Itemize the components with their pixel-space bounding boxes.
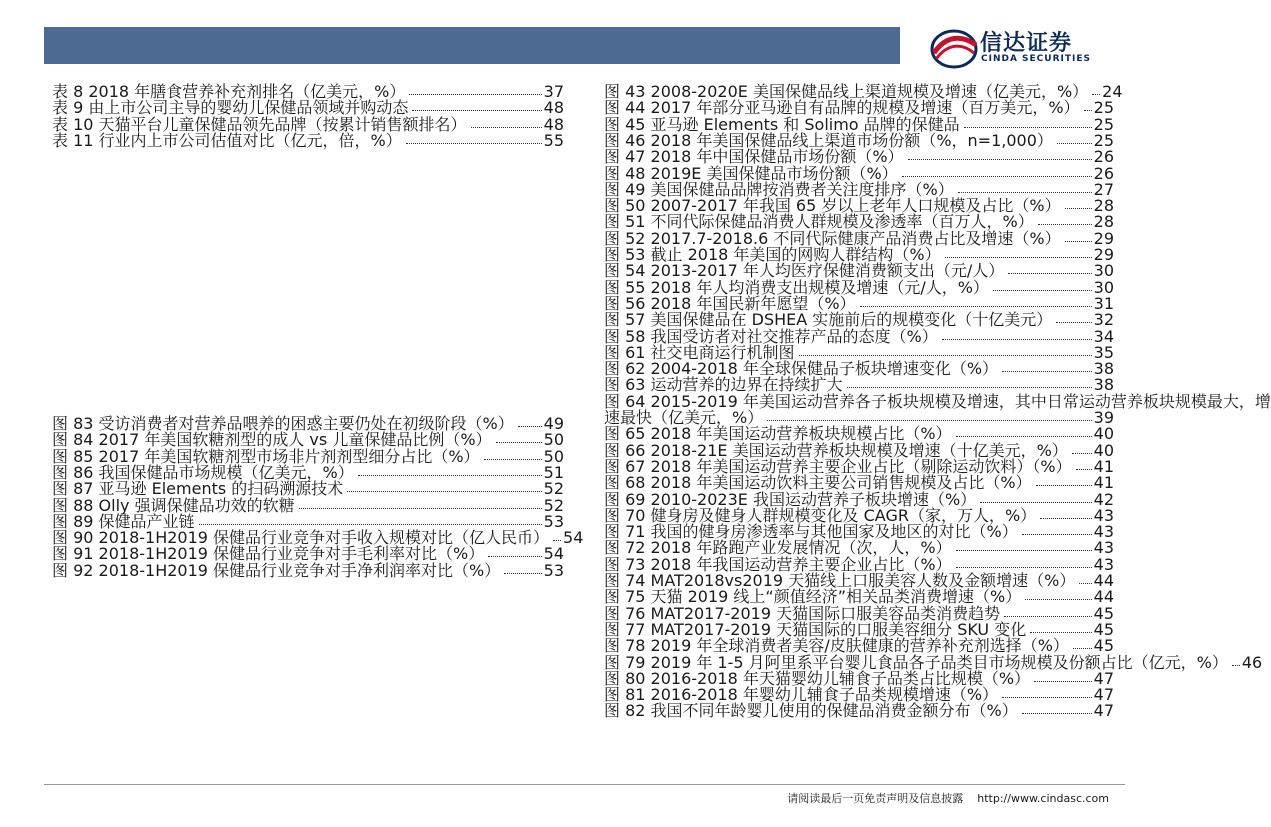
toc-entry-continuation[interactable] [604,410,1114,425]
toc-entry-title: 图 46 2018 年美国保健品线上渠道市场份额（%，n=1,000） [604,130,1053,150]
toc-entry[interactable] [52,446,564,466]
toc-entry[interactable] [604,522,1114,542]
toc-entry-title: 图 52 2017.7-2018.6 不同代际健康产品消费占比及增速（%） [604,228,1061,248]
toc-entry-page: 45 [1093,636,1114,656]
toc-entry-title: 图 51 不同代际保健品消费人群规模及渗透率（百万人，%） [604,212,1034,232]
toc-entry-title: 图 53 截止 2018 年美国的网购人群结构（%） [604,245,941,264]
toc-entry-title: 图 44 2017 年部分亚马逊自有品牌的规模及增速（百万美元，%） [604,98,1080,118]
toc-entry-title: 图 48 2019E 美国保健品市场份额（%） [604,163,898,183]
toc-leader-dots [1038,224,1092,225]
toc-leader-dots [1008,273,1091,274]
toc-entry[interactable] [604,668,1114,688]
toc-entry[interactable] [604,440,1114,460]
footer-disclaimer: 请阅读最后一页免责声明及信息披露 [787,792,964,805]
toc-entry[interactable] [604,603,1114,623]
toc-leader-dots [1065,241,1092,242]
brand-name-en: CINDA SECURITIES [981,54,1091,64]
toc-entry[interactable] [604,293,1114,313]
toc-entry-page: 25 [1093,98,1114,118]
toc-entry-title: 图 91 2018-1H2019 保健品行业竞争对手毛利率对比（%） [52,544,485,564]
toc-entry-page: 44 [1093,571,1114,590]
toc-entry-title: 图 70 健身房及健身人群规模变化及 CAGR（家，万人，%） [604,505,1037,525]
toc-leader-dots [199,524,542,525]
toc-entry-title: 表 9 由上市公司主导的婴幼儿保健品领域并购动态 [52,98,409,118]
toc-leader-dots [980,502,1091,503]
toc-entry[interactable] [604,82,1123,101]
toc-entry-page: 45 [1093,603,1114,623]
toc-leader-dots [496,442,542,443]
toc-entry-page: 47 [1093,668,1114,688]
toc-leader-dots [1092,94,1100,95]
toc-entry-page: 34 [1093,326,1114,346]
toc-entry-page: 47 [1093,701,1114,721]
toc-entry[interactable] [604,619,1114,639]
toc-leader-dots [1056,322,1091,323]
toc-entry-title: 图 79 2019 年 1-5 月阿里系平台婴儿食品各子品类目市场规模及份额占比（亿元，%） [604,652,1228,672]
toc-entry-page: 55 [543,130,564,150]
toc-entry-page: 47 [1093,685,1114,705]
toc-entry-page: 48 [543,98,564,118]
toc-entry[interactable] [604,277,1114,297]
toc-entry-page: 35 [1093,342,1114,362]
toc-entry-title: 表 11 行业内上市公司估值对比（亿元，倍，%） [52,130,402,150]
toc-entry-title: 图 63 运动营养的边界在持续扩大 [604,375,843,395]
toc-entry[interactable] [52,528,584,548]
toc-entry[interactable] [52,479,564,499]
toc-leader-dots [406,143,542,144]
toc-entry-title: 图 66 2018-21E 美国运动营养板块规模及增速（十亿美元，%） [604,440,1068,460]
toc-entry-page: 53 [543,560,564,580]
toc-entry-title: 图 77 MAT2017-2019 天猫国际的口服美容细分 SKU 变化 [604,619,1027,639]
toc-entry-page: 38 [1093,359,1114,379]
toc-leader-dots [1076,469,1092,470]
toc-entry-title: 图 89 保健品产业链 [52,511,195,531]
toc-leader-dots [299,508,542,509]
toc-entry-page: 28 [1093,212,1114,232]
toc-entry-page: 40 [1093,440,1114,460]
toc-entry-page: 40 [1093,424,1114,444]
toc-entry-title: 图 43 2008-2020E 美国保健品线上渠道规模及增速（亿美元，%） [604,82,1089,101]
toc-entry-page: 30 [1093,261,1114,281]
toc-leader-dots [358,475,542,476]
toc-entry-page: 52 [543,479,564,499]
toc-entry-page: 32 [1093,310,1114,330]
toc-entry-page: 43 [1093,554,1114,574]
toc-entry-title: 图 86 我国保健品市场规模（亿美元，%） [52,462,354,482]
toc-entry-page: 50 [543,430,564,450]
toc-leader-dots [1232,665,1240,666]
toc-entry-title: 图 56 2018 年国民新年愿望（%） [604,293,856,313]
toc-entry[interactable] [52,98,564,118]
toc-entry[interactable] [604,179,1114,199]
toc-entry-page: 29 [1093,228,1114,248]
toc-entry-page: 43 [1093,505,1114,525]
toc-leader-dots [1040,518,1091,519]
toc-entry-page: 26 [1093,147,1114,167]
toc-leader-dots [956,550,1092,551]
toc-leader-dots [847,387,1092,388]
toc-entry-title: 图 71 我国的健身房渗透率与其他国家及地区的对比（%） [604,522,1018,542]
toc-entry-page: 28 [1093,196,1114,216]
toc-leader-dots [942,339,1092,340]
toc-entry-title: 表 10 天猫平台儿童保健品领先品牌（按累计销售额排名） [52,114,467,134]
toc-entry[interactable] [52,84,564,99]
toc-leader-dots [956,567,1092,568]
toc-entry[interactable] [604,228,1114,248]
toc-entry-title: 图 72 2018 年路跑产业发展情况（次，人，%） [604,538,952,558]
toc-entry[interactable] [604,326,1114,346]
toc-leader-dots [488,556,541,557]
toc-entry[interactable] [52,416,564,431]
toc-leader-dots [1036,485,1092,486]
toc-entry-title: 图 84 2017 年美国软糖剂型的成人 vs 儿童保健品比例（%） [52,430,492,450]
toc-leader-dots [1034,681,1092,682]
toc-leader-dots [1073,648,1092,649]
toc-leader-dots [1057,143,1092,144]
toc-leader-dots [964,127,1092,128]
toc-entry[interactable] [604,342,1114,362]
toc-leader-dots [471,127,542,128]
toc-leader-dots [347,491,541,492]
toc-leader-dots [956,436,1092,437]
logo-mark-icon [930,27,978,71]
toc-entry[interactable] [604,98,1114,118]
toc-entry-page: 27 [1093,179,1114,199]
toc-entry[interactable] [604,489,1114,509]
toc-entry[interactable] [604,652,1263,672]
toc-entry-title: 图 61 社交电商运行机制图 [604,342,795,362]
toc-entry-title: 图 76 MAT2017-2019 天猫国际口服美容品类消费趋势 [604,603,1001,623]
toc-entry-title: 图 54 2013-2017 年人均医疗保健消费额支出（元/人） [604,261,1005,281]
toc-entry[interactable] [52,130,564,150]
toc-entry-title: 图 74 MAT2018vs2019 天猫线上口服美容人数及金额增速（%） [604,571,1076,590]
toc-entry-title: 图 80 2016-2018 年天猫婴幼儿辅食子品类占比规模（%） [604,668,1031,688]
toc-entry-title: 表 8 2018 年膳食营养补充剂排名（亿美元，%） [52,82,406,101]
toc-leader-dots [518,426,542,427]
toc-entry-page: 41 [1093,473,1114,493]
toc-leader-dots [958,192,1092,193]
toc-entry[interactable] [604,114,1114,134]
toc-entry-title: 图 88 Olly 强调保健品功效的软糖 [52,495,295,515]
toc-entry-title: 图 92 2018-1H2019 保健品行业竞争对手净利润率对比（%） [52,560,501,580]
toc-entry-page: 30 [1093,277,1114,297]
toc-leader-dots [945,257,1092,258]
toc-leader-dots [504,573,541,574]
toc-leader-dots [902,176,1092,177]
toc-entry[interactable] [604,424,1114,444]
toc-entry-title: 图 75 天猫 2019 线上“颜值经济”相关品类消费增速（%） [604,587,1022,607]
toc-entry-title: 图 85 2017 年美国软糖剂型市场非片剂剂型细分占比（%） [52,446,480,466]
toc-entry[interactable] [52,560,564,580]
toc-leader-dots [860,306,1092,307]
toc-leader-dots [553,540,561,541]
toc-entry[interactable] [604,391,1271,411]
toc-entry[interactable] [604,587,1114,607]
toc-leader-dots [1002,371,1092,372]
toc-entry-title: 图 69 2010-2023E 我国运动营养子板块增速（%） [604,489,977,509]
footer [787,790,1109,806]
toc-leader-dots [799,355,1092,356]
toc-entry-page: 31 [1093,293,1114,313]
toc-entry-page: 51 [543,462,564,482]
toc-entry[interactable] [604,473,1114,493]
toc-entry[interactable] [604,375,1114,395]
toc-entry[interactable] [604,359,1114,379]
toc-entry-page: 54 [563,528,584,548]
footer-url[interactable]: http://www.cindasc.com [977,792,1109,805]
footer-divider [44,784,1125,785]
toc-entry[interactable] [604,261,1114,281]
toc-entry[interactable] [604,196,1114,216]
toc-entry-page: 39 [1093,408,1114,427]
toc-entry-page: 50 [543,446,564,466]
toc-leader-dots [409,94,541,95]
toc-entry[interactable] [604,636,1114,656]
toc-leader-dots [908,159,1092,160]
toc-leader-dots [484,459,542,460]
header-bar [44,27,900,64]
toc-leader-dots [993,290,1092,291]
toc-entry[interactable] [604,685,1114,705]
toc-leader-dots [1030,632,1091,633]
toc-entry-page: 45 [1093,619,1114,639]
toc-entry-page: 43 [1093,538,1114,558]
toc-entry-page: 25 [1093,130,1114,150]
toc-leader-dots [1084,110,1092,111]
toc-entry-page: 25 [1093,114,1114,134]
toc-entry-page: 38 [1093,375,1114,395]
toc-entry[interactable] [52,114,564,134]
toc-entry-page: 24 [1102,82,1123,101]
toc-entry-page: 52 [543,495,564,515]
toc-entry-page: 29 [1093,245,1114,264]
toc-entry-page: 26 [1093,163,1114,183]
brand-name-cn: 信达证券 [980,31,1073,56]
toc-entry-page: 41 [1093,456,1114,476]
toc-entry-title: 图 65 2018 年美国运动营养板块规模占比（%） [604,424,952,444]
toc-leader-dots [412,110,541,111]
toc-leader-dots [1022,713,1092,714]
toc-entry-page: 43 [1093,522,1114,542]
toc-entry[interactable] [604,554,1114,574]
toc-entry-title: 图 50 2007-2017 年我国 65 岁以上老年人口规模及占比（%） [604,196,1061,216]
toc-entry-title: 图 83 受访消费者对营养品喂养的困惑主要仍处在初级阶段（%） [52,414,514,433]
toc-entry-page: 54 [543,544,564,564]
toc-entry-title: 图 58 我国受访者对社交推荐产品的态度（%） [604,326,938,346]
toc-entry-title: 图 49 美国保健品品牌按消费者关注度排序（%） [604,179,954,199]
toc-entry-title: 图 82 我国不同年龄婴儿使用的保健品消费金额分布（%） [604,701,1018,721]
toc-leader-dots [1065,208,1092,209]
toc-entry-title: 图 55 2018 年人均消费支出规模及增速（元/人，%） [604,277,989,297]
toc-entry[interactable] [604,130,1114,150]
toc-entry-title: 图 62 2004-2018 年全球保健品子板块增速变化（%） [604,359,999,379]
toc-entry-page: 48 [543,114,564,134]
toc-leader-dots [1004,616,1092,617]
toc-entry[interactable] [604,505,1114,525]
toc-entry-page: 49 [543,414,564,433]
toc-entry-title: 图 47 2018 年中国保健品市场份额（%） [604,147,904,167]
toc-entry-title: 图 78 2019 年全球消费者美容/皮肤健康的营养补充剂选择（%） [604,636,1069,656]
toc-entry-page: 44 [1093,587,1114,607]
toc-entry-page: 53 [543,511,564,531]
toc-entry[interactable] [604,538,1114,558]
toc-entry-title: 图 45 亚马逊 Elements 和 Solimo 品牌的保健品 [604,114,960,134]
toc-entry[interactable] [52,544,564,564]
toc-entry-title: 图 67 2018 年美国运动营养主要企业占比（剔除运动饮料）（%） [604,456,1072,476]
toc-entry[interactable] [604,701,1114,721]
toc-entry-page: 37 [543,82,564,101]
toc-entry[interactable] [604,456,1114,476]
toc-entry[interactable] [604,147,1114,167]
toc-entry-title: 图 64 2015-2019 年美国运动营养各子板块规模及增速，其中日常运动营养板块规模最大，增 [604,391,1271,411]
toc-entry-title: 图 73 2018 年我国运动营养主要企业占比（%） [604,554,952,574]
toc-leader-dots [1022,534,1092,535]
toc-entry-title: 图 57 美国保健品在 DSHEA 实施前后的规模变化（十亿美元） [604,310,1053,330]
toc-entry[interactable] [604,247,1114,262]
toc-entry-title: 图 68 2018 年美国运动饮料主要公司销售规模及占比（%） [604,473,1032,493]
toc-entry-title: 图 81 2016-2018 年婴幼儿辅食子品类规模增速（%） [604,685,999,705]
toc-entry-title: 速最快（亿美元，%） [604,408,764,427]
toc-entry-title: 图 90 2018-1H2019 保健品行业竞争对手收入规模对比（亿人民币） [52,528,550,548]
toc-leader-dots [1072,453,1092,454]
brand-logo [930,24,1130,74]
toc-entry[interactable] [604,163,1114,183]
toc-entry-title: 图 87 亚马逊 Elements 的扫码溯源技术 [52,479,344,499]
toc-entry[interactable] [52,495,564,515]
toc-entry[interactable] [604,573,1114,588]
toc-entry-page: 46 [1241,652,1263,672]
toc-leader-dots [1025,599,1091,600]
toc-entry[interactable] [604,310,1114,330]
toc-entry-page: 42 [1093,489,1114,509]
toc-entry[interactable] [52,430,564,450]
toc-entry[interactable] [52,462,564,482]
toc-leader-dots [1002,697,1092,698]
toc-leader-dots [767,420,1091,421]
toc-leader-dots [1079,583,1091,584]
toc-entry[interactable] [52,511,564,531]
toc-entry[interactable] [604,212,1114,232]
